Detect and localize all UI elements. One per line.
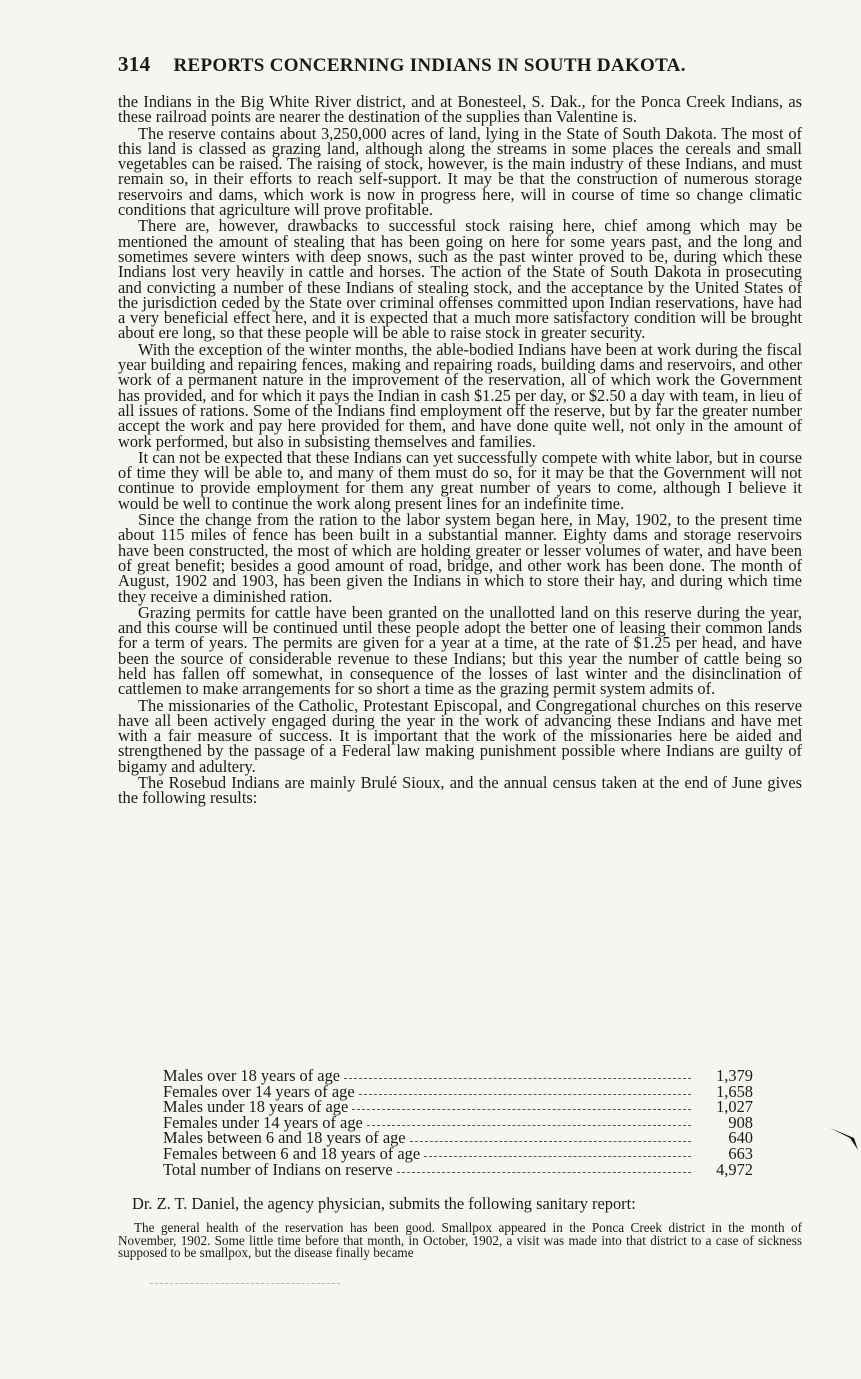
leader-dots — [352, 1109, 691, 1110]
paragraph: The missionaries of the Catholic, Protestant Episcopal, and Congregational churches on this reserve have all been actively engaged during the year in the work of advancing these Indians and have met with a fair measure of success. It is important that the work of the missionaries here be aided and strengthened by the passage of a Federal law making punishment possible where Indians are guilty of bigamy and adultery. — [118, 695, 802, 776]
census-label: Females between 6 and 18 years of age — [163, 1143, 421, 1163]
paragraph: It can not be expected that these Indians can yet successfully compete with white labor, but in course of time they will be able to, and many of them must do so, for it may be that the Government will not continue to provide employment for them any great number of years to come, although I believe it would be well to continue the work along present lines for an indefinite time. — [118, 447, 802, 513]
paragraph: With the exception of the winter months, the able-bodied Indians have been at work during the fiscal year building and repairing fences, making and repairing roads, building dams and reservoirs, and other work of a permanent nature in the improvement of the reservation, all of which work the Government has provided, and for which it pays the Indian in cash $1.25 per day, or $2.50 a day with team, in lieu of all issues of rations. Some of the Indians find employment off the reserve, but by far the greater number accept the work and pay here provided for them, and have done quite well, not only in the amount of work performed, but also in subsisting themselves and families. — [118, 339, 802, 451]
census-value: 640 — [728, 1128, 753, 1148]
leader-dots — [359, 1094, 691, 1095]
paragraph: The Rosebud Indians are mainly Brulé Sioux, and the annual census taken at the end of June gives the following results: — [118, 773, 802, 808]
census-label: Males between 6 and 18 years of age — [163, 1128, 406, 1148]
margin-mark-icon — [828, 1122, 861, 1152]
page-number: 314 — [118, 52, 151, 76]
paragraph: Since the change from the ration to the labor system began here, in May, 1902, to the present time about 115 miles of fence has been built in a substantial manner. Eighty dams and storage reservoirs have been constructed, the most of which are holding greater or lesser volumes of water, and have been of great benefit; besides a good amount of road, bridge, and other work has been done. The month of August, 1902 and 1903, has been given the Indians in which to store their hay, and during which time they receive a diminished ration. — [118, 510, 802, 606]
census-value: 1,379 — [716, 1066, 753, 1085]
census-value: 908 — [728, 1112, 753, 1132]
census-label: Females over 14 years of age — [163, 1081, 355, 1101]
census-label: Total number of Indians on reserve — [163, 1159, 393, 1179]
census-table — [163, 1068, 753, 1177]
sanitary-report-excerpt — [118, 1222, 802, 1260]
paragraph: The reserve contains about 3,250,000 acres of land, lying in the State of South Dakota. The most of this land is classed as grazing land, although along the streams in some places the cereals and small vegetables can be raised. The raising of stock, however, is the main industry of these Indians, and must remain so, in their efforts to reach self-support. It may be that the construction of numerous storage reservoirs and dams, which work is now in progress here, will in course of time so change climatic conditions that agriculture will prove profitable. — [118, 123, 802, 220]
body-text — [118, 94, 802, 807]
census-value: 4,972 — [716, 1159, 753, 1179]
leader-dots — [344, 1078, 691, 1079]
paragraph: Grazing permits for cattle have been granted on the unallotted land on this reserve during the year, and this course will be continued until these people adopt the better one of leasing their common lands for a term of years. The permits are given for a year at a time, at the rate of $1.25 per head, and have been the source of considerable revenue to these Indians; but this year the number of cattle being so held has fallen off somewhat, in consequence of the losses of last winter and the disinclination of cattlemen to make arrangements for so short a time as the grazing permit system admits of. — [118, 602, 802, 699]
report-paragraph: The general health of the reservation has been good. Smallpox appeared in the Ponca Creek district in the month of November, 1902. Some little time before that month, in October, 1902, a visit was made into that district to a case of sickness supposed to be smallpox, but the disease finally became — [118, 1220, 802, 1261]
leader-dots — [424, 1156, 691, 1157]
census-row-total — [163, 1159, 753, 1179]
leader-dots — [367, 1125, 691, 1126]
leader-dots — [397, 1172, 691, 1173]
census-value: 1,658 — [716, 1081, 753, 1101]
paragraph: the Indians in the Big White River district, and at Bonesteel, S. Dak., for the Ponca Creek Indians, as these railroad points are nearer the destination of the supplies than Valentine is. — [118, 92, 802, 127]
faint-rule — [150, 1283, 340, 1284]
running-header — [118, 52, 778, 77]
census-value: 663 — [728, 1143, 753, 1163]
leader-dots — [410, 1141, 691, 1142]
running-title: REPORTS CONCERNING INDIANS IN SOUTH DAKOTA. — [173, 55, 686, 76]
paragraph: There are, however, drawbacks to successful stock raising here, chief among which may be mentioned the amount of stealing that has been going on here for some years past, and the long and sometimes severe winters with deep snows, such as the past winter proved to be, during which these Indians lost very heavily in cattle and horses. The action of the State of South Dakota in prosecuting and convicting a number of these Indians of stealing stock, and the acceptance by the United States of the jurisdiction ceded by the State over criminal offenses committed upon Indian reservations, have had a very beneficial effect here, and it is expected that a much more satisfactory condition will be brought about ere long, so that these people will be able to raise stock in greater security. — [118, 216, 802, 343]
census-value: 1,027 — [716, 1097, 753, 1117]
census-label: Males under 18 years of age — [163, 1097, 349, 1117]
physician-intro: Dr. Z. T. Daniel, the agency physician, submits the following sanitary report: — [132, 1194, 636, 1213]
census-label: Males over 18 years of age — [163, 1066, 341, 1085]
census-label: Females under 14 years of age — [163, 1112, 363, 1132]
